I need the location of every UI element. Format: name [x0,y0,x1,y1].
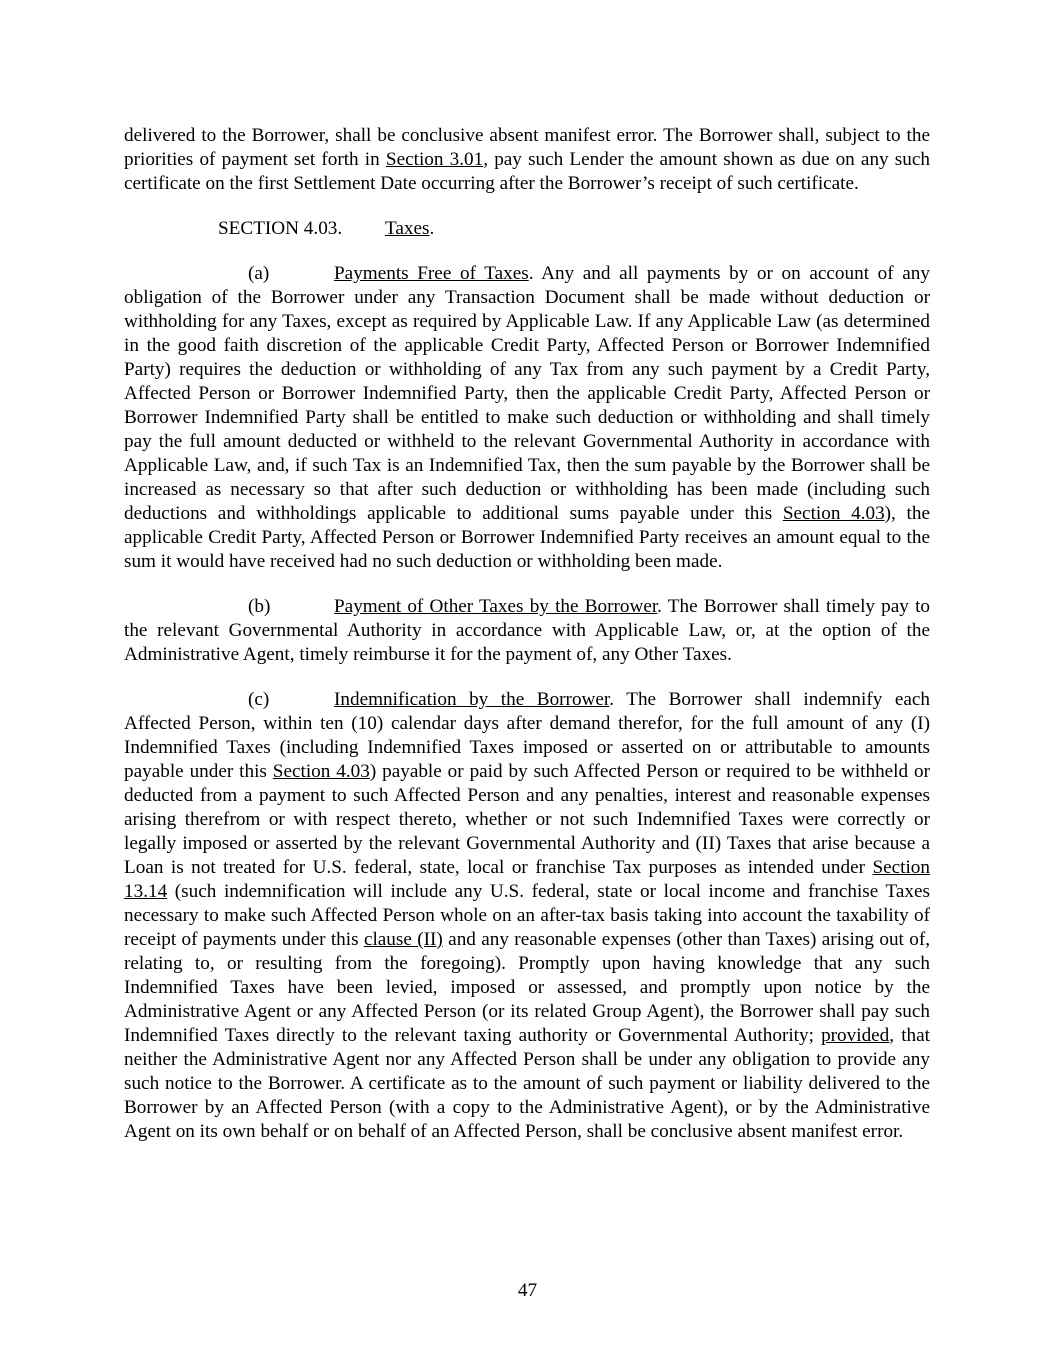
subsection-c-text-4: and any reasonable expenses (other than Taxes) arising out of, relating to, or resulting from the foregoing). Promptly upon having knowledge that any such Indemnified Taxes have been levied, imposed or assessed, and promptly upon notice by the Administrative Agent or any Affected Person (or its related Group Agent), the Borrower shall pay such Indemnified Taxes directly to the relevant taxing authority or Governmental Authority; [124,929,931,1046]
continuation-text-1: delivered to the Borrower, shall be conclusive absent manifest error. The Borrower shall, subject to the priorities of payment set forth in [124,125,930,170]
clause-ii-reference: clause (II) [363,929,443,950]
subsection-c [124,688,930,1144]
continuation-paragraph [124,124,930,196]
subsection-b-text-1: . The Borrower shall timely pay to the relevant Governmental Authority in accordance with Applicable Law, or, at the option of the Administrative Agent, timely reimburse it for the payment of, any Other Taxes. [124,596,930,665]
subsection-c-text-1: . The Borrower shall indemnify each Affected Person, within ten (10) calendar days after demand therefor, for the full amount of any (I) Indemnified Taxes (including Indemnified Taxes imposed or asserted on or attributable to amounts payable under this [124,689,930,782]
section-4-03-reference: Section 4.03 [782,503,885,524]
subsection-c-text-2: ) payable or paid by such Affected Person or required to be withheld or deducted from a payment to such Affected Person and any penalties, interest and reasonable expenses arising therefrom or with respect thereto, whether or not such Indemnified Taxes were correctly or legally imposed or asserted by the relevant Governmental Authority and (II) Taxes that arise because a Loan is not treated for U.S. federal, state, local or franchise Tax purposes as intended under [124,761,930,878]
subsection-b [124,595,930,667]
subsection-a-heading: Payments Free of Taxes [334,263,529,284]
subsection-c-heading: Indemnification by the Borrower [334,689,610,710]
subsection-c-text-3: (such indemnification will include any U.S. federal, state or local income and franchise Taxes necessary to make such Affected Person whole on an after-tax basis taking into account the taxability of receipt of payments under this [124,881,930,950]
subsection-a-text-1: . Any and all payments by or on account of any obligation of the Borrower under any Transaction Document shall be made without deduction or withholding for any Taxes, except as required by Applicable Law. If any Applicable Law (as determined in the good faith discretion of the applicable Credit Party, Affected Person or Borrower Indemnified Party) requires the deduction or withholding of any Tax from any such payment by a Credit Party, Affected Person or Borrower Indemnified Party, then the applicable Credit Party, Affected Person or Borrower Indemnified Party shall be entitled to make such deduction or withholding and shall timely pay the full amount deducted or withheld to the relevant Governmental Authority in accordance with Applicable Law, and, if such Tax is an Indemnified Tax, then the sum payable by the Borrower shall be increased as necessary so that after such deduction or withholding has been made (including such deductions and withholdings applicable to additional sums payable under this [124,263,930,524]
subsection-c-label: (c) [248,689,270,710]
section-number: SECTION 4.03. [218,218,343,239]
subsection-a [124,262,930,574]
section-3-01-reference: Section 3.01 [385,149,484,170]
subsection-a-label: (a) [248,263,270,284]
section-13-14-reference: Section 13.14 [124,857,930,902]
document-page [124,124,930,1144]
subsection-a-text-2: ), the applicable Credit Party, Affected Person or Borrower Indemnified Party receives an amount equal to the sum it would have received had no such deduction or withholding been made. [124,503,930,572]
provided-term: provided [821,1025,890,1046]
subsection-b-label: (b) [248,596,271,617]
section-heading [218,217,930,241]
section-title: Taxes [385,218,430,239]
continuation-text-2: , pay such Lender the amount shown as due on any such certificate on the first Settlement Date occurring after the Borrower’s receipt of such certificate. [124,149,930,194]
page-number: 47 [517,1280,538,1301]
section-4-03-reference: Section 4.03 [272,761,370,782]
subsection-b-heading: Payment of Other Taxes by the Borrower [334,596,658,617]
section-title-suffix: . [429,218,435,239]
subsection-c-text-5: , that neither the Administrative Agent nor any Affected Person shall be under any obligation to provide any such notice to the Borrower. A certificate as to the amount of such payment or liability delivered to the Borrower by an Affected Person (with a copy to the Administrative Agent), or by the Administrative Agent on its own behalf or on behalf of an Affected Person, shall be conclusive absent manifest error. [124,1025,930,1142]
